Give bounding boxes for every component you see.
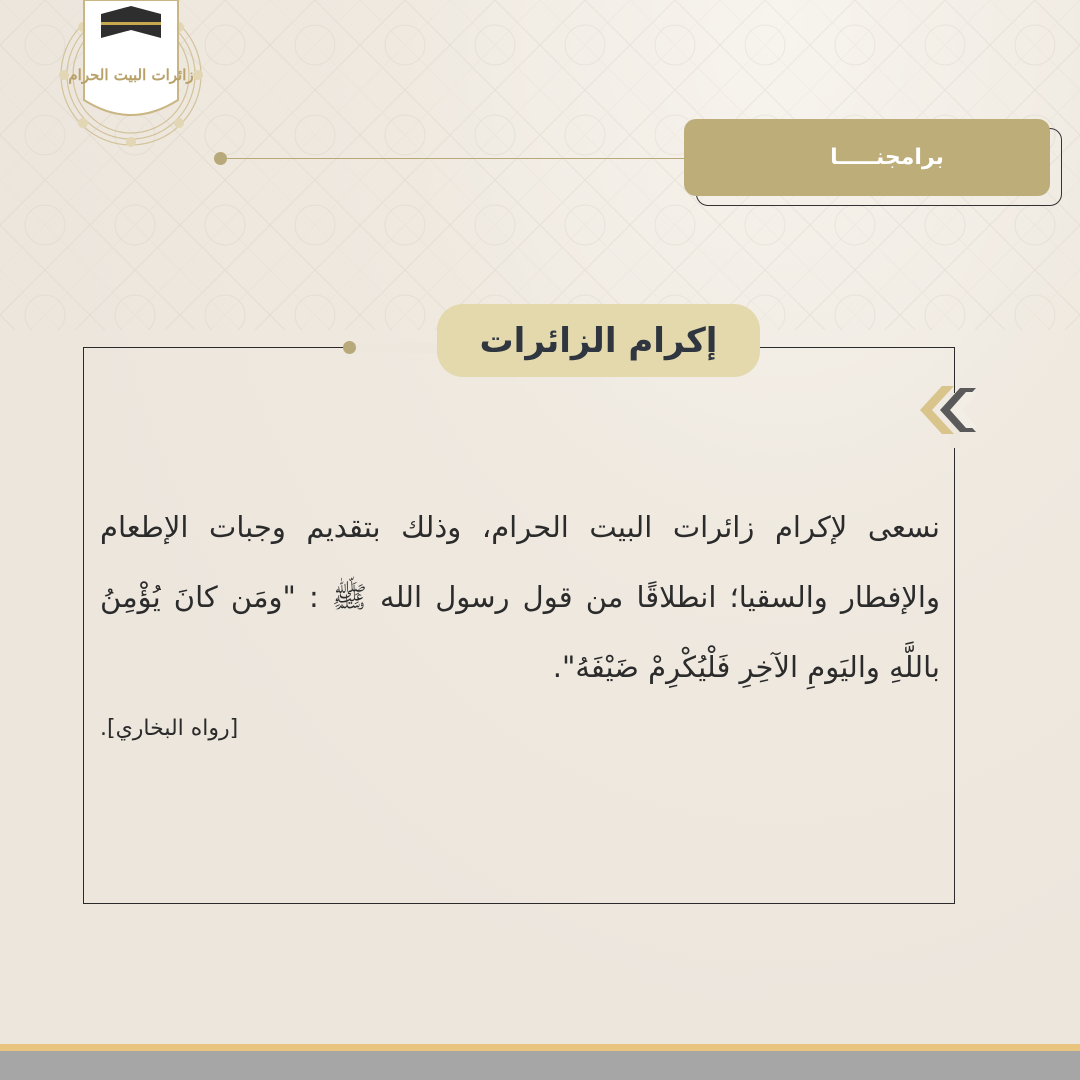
double-chevron-left-icon [920,386,980,434]
kaaba-logo-icon [56,0,206,150]
header-divider-line [220,158,690,159]
hadith-citation: [رواه البخاري]. [100,716,239,741]
card-title-pill [437,304,760,377]
footer-grey-bar [0,1051,1080,1080]
card-title: إكرام الزائرات [479,320,718,361]
title-line-dot [343,341,356,354]
our-programs-label: برامجنـــــا [830,145,944,170]
footer-gold-stripe [0,1044,1080,1051]
our-programs-tab[interactable] [684,119,1050,196]
card-body-text: نسعى لإكرام زائرات البيت الحرام، وذلك بتقديم وجبات الإطعام والإفطار والسقيا؛ انطلاقًا من قول رسول الله ﷺ : "ومَن كانَ يُؤْمِنُ باللَّهِ واليَومِ الآخِرِ فَلْيُكْرِمْ ضَيْفَهُ". [100,510,940,684]
logo-calligraphy: زائرات البيت الحرام [68,66,194,84]
